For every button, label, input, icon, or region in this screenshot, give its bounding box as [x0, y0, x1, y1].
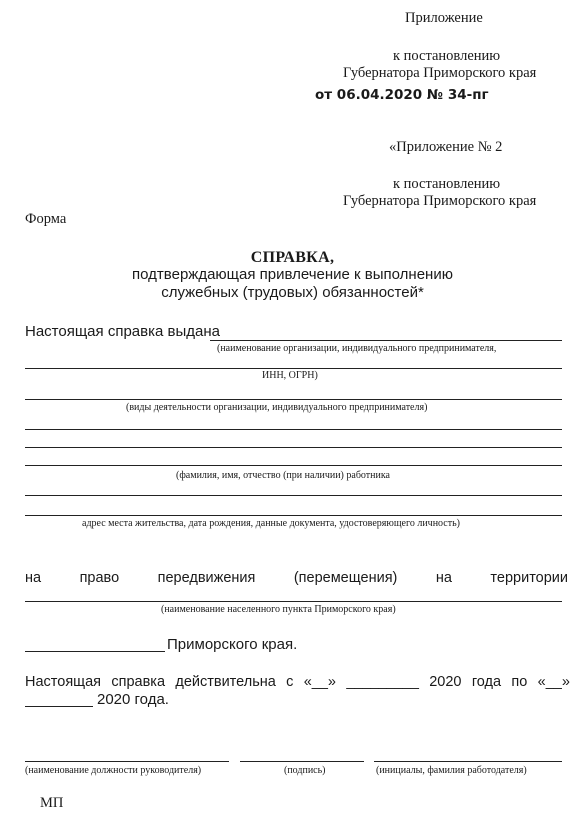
stamp-label: МП — [40, 795, 64, 811]
movement-word: территории — [490, 570, 568, 586]
region-blank-line[interactable] — [25, 651, 165, 652]
org-name-line[interactable] — [210, 340, 562, 341]
validity-end-label: 2020 года. — [97, 691, 169, 708]
org-name-caption: (наименование организации, индивидуального предпринимателя, — [217, 343, 497, 354]
locality-line[interactable] — [25, 601, 562, 602]
address-caption: адрес места жительства, дата рождения, данные документа, удостоверяющего личность) — [82, 518, 461, 529]
issued-to-label: Настоящая справка выдана — [25, 323, 220, 340]
appendix-label: Приложение — [405, 10, 483, 26]
document-subtitle-1: подтверждающая привлечение к выполнению — [132, 266, 453, 283]
signature-caption: (подпись) — [284, 765, 326, 776]
activity-line[interactable] — [25, 399, 562, 400]
initials-line[interactable] — [374, 761, 562, 762]
locality-caption: (наименование населенного пункта Приморского края) — [161, 604, 396, 615]
movement-word: право — [79, 570, 120, 586]
validity-word: действительна — [175, 674, 276, 690]
validity-row — [25, 674, 570, 690]
address-line-1[interactable] — [25, 495, 562, 496]
fio-line-3[interactable] — [25, 465, 562, 466]
activity-caption: (виды деятельности организации, индивидуального предпринимателя) — [126, 402, 428, 413]
inn-line[interactable] — [25, 368, 562, 369]
appendix-no-label: «Приложение № 2 — [389, 139, 503, 155]
validity-start-month[interactable]: _________ — [346, 674, 419, 690]
fio-caption: (фамилия, имя, отчество (при наличии) работника — [176, 470, 390, 481]
region-label: Приморского края. — [167, 636, 298, 653]
validity-word: года — [471, 674, 502, 690]
governor-label-2: Губернатора Приморского края — [343, 193, 537, 209]
validity-word: по — [511, 674, 528, 690]
validity-end-day[interactable]: «__» — [537, 674, 570, 690]
validity-word: 2020 — [429, 674, 462, 690]
movement-word: на — [25, 570, 42, 586]
validity-end-month-line[interactable] — [25, 706, 93, 707]
movement-word: (перемещения) — [293, 570, 398, 586]
initials-caption: (инициалы, фамилия работодателя) — [376, 765, 527, 776]
governor-label: Губернатора Приморского края — [343, 65, 537, 81]
address-line-2[interactable] — [25, 515, 562, 516]
inn-caption: ИНН, ОГРН) — [262, 370, 318, 381]
validity-word: Настоящая — [25, 674, 102, 690]
movement-row — [25, 570, 568, 586]
signature-line[interactable] — [240, 761, 364, 762]
document-subtitle-2: служебных (трудовых) обязанностей* — [161, 284, 424, 301]
movement-word: на — [435, 570, 452, 586]
date-number: от 06.04.2020 № 34-пг — [315, 87, 489, 103]
to-resolution-label-2: к постановлению — [393, 176, 501, 192]
movement-word: передвижения — [157, 570, 256, 586]
position-caption: (наименование должности руководителя) — [25, 765, 202, 776]
validity-word: справка — [111, 674, 166, 690]
form-label: Форма — [25, 211, 67, 227]
validity-start-day[interactable]: «__» — [303, 674, 336, 690]
validity-word: с — [286, 674, 294, 690]
position-line[interactable] — [25, 761, 229, 762]
to-resolution-label: к постановлению — [393, 48, 501, 64]
fio-line-1[interactable] — [25, 429, 562, 430]
fio-line-2[interactable] — [25, 447, 562, 448]
document-title: СПРАВКА, — [250, 249, 335, 266]
